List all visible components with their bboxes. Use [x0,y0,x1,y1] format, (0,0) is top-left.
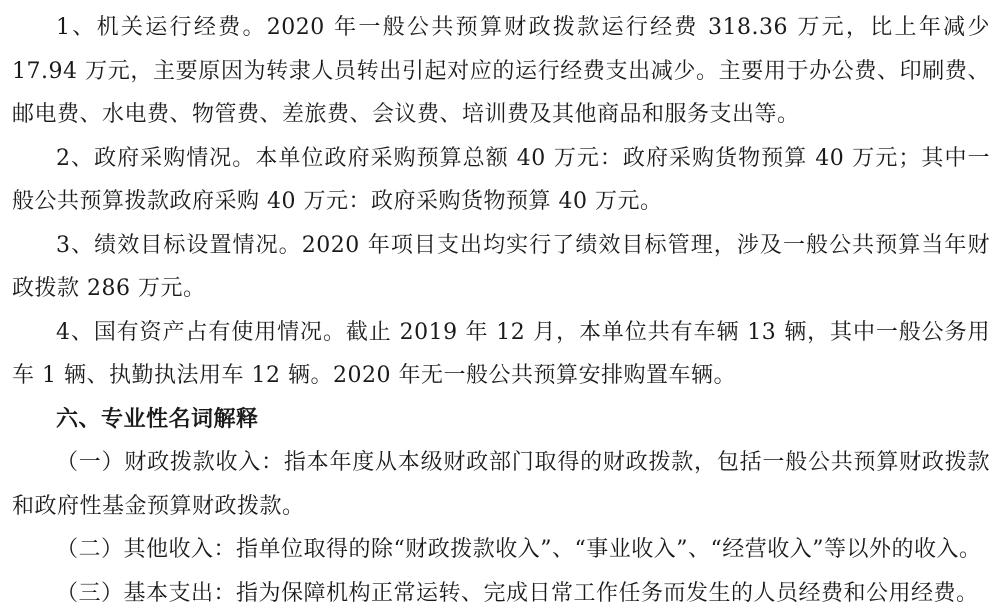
definition-fiscal-appropriation-income: （一）财政拨款收入：指本年度从本级财政部门取得的财政拨款，包括一般公共预算财政拨款和政府性基金预算财政拨款。 [12,441,990,528]
paragraph-state-assets: 4、国有资产占有使用情况。截止 2019 年 12 月，本单位共有车辆 13 辆，其中一般公务用车 1 辆、执勤执法用车 12 辆。2020 年无一般公共预算安排购置车辆。 [12,311,990,398]
paragraph-operating-expenses: 1、机关运行经费。2020 年一般公共预算财政拨款运行经费 318.36 万元，比上年减少 17.94 万元，主要原因为转隶人员转出引起对应的运行经费支出减少。主要用于办公费、印刷费、邮电费、水电费、物管费、差旅费、会议费、培训费及其他商品和服务支出等。 [12,6,990,137]
section-heading: 六、专业性名词解释 [12,398,990,442]
definition-other-income: （二）其他收入：指单位取得的除“财政拨款收入”、“事业收入”、“经营收入”等以外的收入。 [12,528,990,572]
paragraph-government-procurement: 2、政府采购情况。本单位政府采购预算总额 40 万元：政府采购货物预算 40 万元；其中一般公共预算拨款政府采购 40 万元：政府采购货物预算 40 万元。 [12,137,990,224]
definition-basic-expenditure: （三）基本支出：指为保障机构正常运转、完成日常工作任务而发生的人员经费和公用经费。 [12,572,990,615]
paragraph-performance-targets: 3、绩效目标设置情况。2020 年项目支出均实行了绩效目标管理，涉及一般公共预算当年财政拨款 286 万元。 [12,224,990,311]
